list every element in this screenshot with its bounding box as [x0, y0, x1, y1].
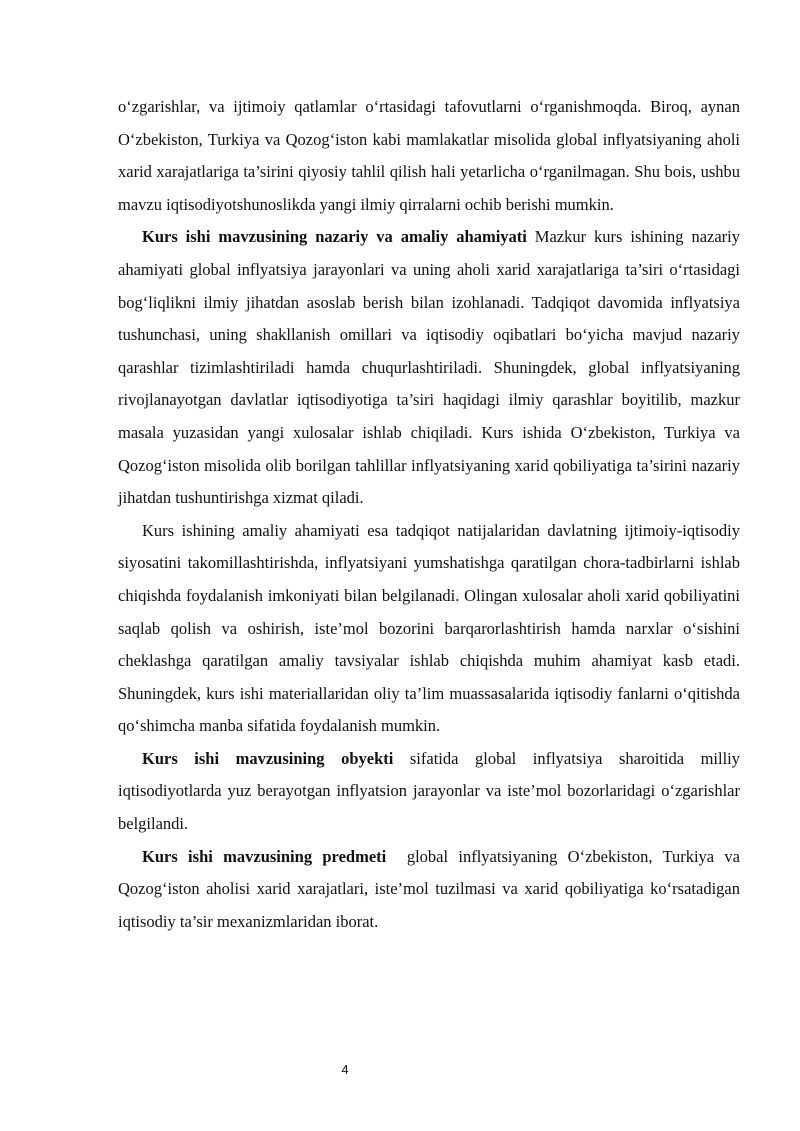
paragraph-significance	[118, 221, 740, 514]
paragraph-practical	[118, 515, 740, 743]
paragraph-subject	[118, 841, 745, 939]
paragraph-heading: Kurs ishi mavzusining nazariy va amaliy ahamiyati	[142, 227, 527, 247]
paragraph-object	[118, 743, 740, 841]
paragraph-text: sifatida global inflyatsiya sharoitida milliy iqtisodiyotlarda yuz berayotgan inflyatsion jarayonlar va iste’mol bozorlaridagi o‘zgarishlar belgilandi.	[118, 748, 740, 834]
paragraph-continuation	[118, 91, 740, 221]
paragraph-text: Kurs ishining amaliy ahamiyati esa tadqiqot natijalaridan davlatning ijtimoiy-iqtisodiy siyosatini takomillashtirishda, inflyatsiyani yumshatishga qaratilgan chora-tadbirlarni ishlab chiqishda foydalanish imkoniyati bilan belgilanadi. Olingan xulosalar aholi xarid qobiliyatini saqlab qolish va oshirish, iste’mol bozorini barqarorlashtirish hamda narxlar o‘sishini cheklashga qaratilgan amaliy tavsiyalar ishlab chiqishda muhim ahamiyat kasb etadi. Shuningdek, kurs ishi materiallaridan oliy ta’lim muassasalarida iqtisodiy fanlarni o‘qitishda qo‘shimcha manba sifatida foydalanish mumkin.	[118, 520, 740, 736]
paragraph-text: o‘zgarishlar, va ijtimoiy qatlamlar o‘rtasidagi tafovutlarni o‘rganishmoqda. Biroq, aynan O‘zbekiston, Turkiya va Qozog‘iston kabi mamlakatlar misolida global inflyatsiyaning aholi xarid xarajatlariga ta’sirini qiyosiy tahlil qilish hali yetarlicha o‘rganilmagan. Shu bois, ushbu mavzu iqtisodiyotshunoslikda yangi ilmiy qirralarni ochib berishi mumkin.	[118, 97, 740, 214]
paragraph-text: global inflyatsiyaning O‘zbekiston, Turkiya va Qozog‘iston aholisi xarid xarajatlari, iste’mol tuzilmasi va xarid qobiliyatiga ko‘rsatadigan iqtisodiy ta’sir mexanizmlaridan iborat.	[118, 846, 745, 931]
page-number: 4	[341, 1062, 349, 1077]
document-page	[118, 91, 745, 938]
paragraph-heading: Kurs ishi mavzusining obyekti	[142, 748, 394, 768]
paragraph-heading: Kurs ishi mavzusining predmeti	[142, 846, 387, 866]
paragraph-text: Mazkur kurs ishining nazariy ahamiyati global inflyatsiya jarayonlari va uning aholi xarid xarajatlariga ta’siri o‘rtasidagi bog‘liqlikni ilmiy jihatdan asoslab berish bilan izohlanadi. Tadqiqot davomida inflyatsiya tushunchasi, uning shakllanish omillari va iqtisodiy oqibatlari bo‘yicha mavjud nazariy qarashlar tizimlashtiriladi hamda chuqurlashtiriladi. Shuningdek, global inflyatsiyaning rivojlanayotgan davlatlar iqtisodiyotiga ta’siri haqidagi ilmiy qarashlar boyitilib, mazkur masala yuzasidan yangi xulosalar ishlab chiqiladi. Kurs ishida O‘zbekiston, Turkiya va Qozog‘iston misolida olib borilgan tahlillar inflyatsiyaning xarid qobiliyatiga ta’sirini nazariy jihatdan tushuntirishga xizmat qiladi.	[118, 227, 740, 508]
